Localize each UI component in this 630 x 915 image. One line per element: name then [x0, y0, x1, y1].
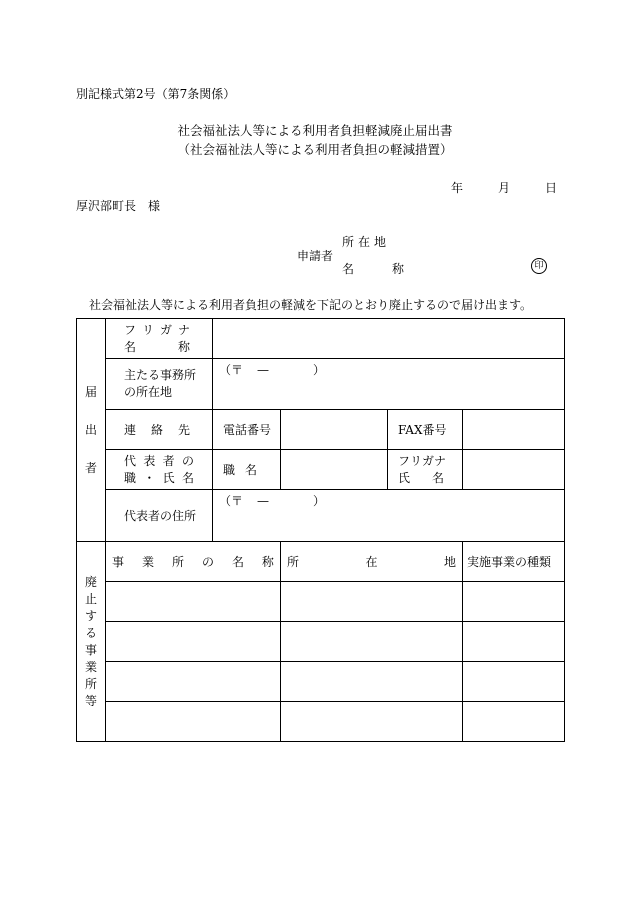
- furigana-name-label: フ リ ガ ナ 名 称: [106, 319, 213, 359]
- rep-address-label: 代表者の住所: [106, 490, 213, 542]
- office-name-cell[interactable]: [106, 582, 281, 622]
- business-type-cell[interactable]: [463, 622, 565, 662]
- phone-label: 電話番号: [213, 410, 281, 450]
- notifier-side-label: 届 出 者: [77, 319, 106, 542]
- seal-mark: 印: [531, 258, 547, 274]
- representative-label: 代 表 者 の 職 ・ 氏 名: [106, 450, 213, 490]
- fax-label: FAX番号: [388, 410, 463, 450]
- office-row: [77, 582, 565, 622]
- business-type-cell[interactable]: [463, 582, 565, 622]
- office-name-cell[interactable]: [106, 662, 281, 702]
- statement-text: 社会福祉法人等による利用者負担の軽減を下記のとおり廃止するので届け出ます。: [89, 298, 533, 312]
- rep-furigana-name-label: フ リ ガ ナ 氏 名: [388, 450, 463, 490]
- rep-address-field[interactable]: （〒 — ）: [213, 490, 565, 542]
- applicant-address-label: 所在地: [342, 235, 391, 249]
- business-type-cell[interactable]: [463, 702, 565, 742]
- applicant-label: 申請者: [297, 249, 334, 263]
- location-cell[interactable]: [281, 662, 463, 702]
- document-subtitle: （社会福祉法人等による利用者負担の軽減措置）: [177, 142, 453, 157]
- rep-name-field[interactable]: [463, 450, 565, 490]
- office-name-header: 事 業 所 の 名 称: [106, 542, 281, 582]
- form-reference: 別記様式第2号（第7条関係）: [76, 87, 236, 101]
- job-title-label: 職 名: [213, 450, 281, 490]
- office-row: [77, 662, 565, 702]
- office-address-label: 主たる事務所 の所在地: [106, 359, 213, 410]
- office-name-cell[interactable]: [106, 622, 281, 662]
- location-cell[interactable]: [281, 702, 463, 742]
- office-row: [77, 702, 565, 742]
- phone-field[interactable]: [281, 410, 388, 450]
- business-type-cell[interactable]: [463, 662, 565, 702]
- applicant-name-label: 名 称: [342, 262, 405, 276]
- location-header: 所 在 地: [281, 542, 463, 582]
- addressee: 厚沢部町長 様: [76, 199, 161, 213]
- contact-label: 連 絡 先: [106, 410, 213, 450]
- location-cell[interactable]: [281, 582, 463, 622]
- fax-field[interactable]: [463, 410, 565, 450]
- discontinued-side-label: 廃 止 す る 事 業 所 等: [77, 542, 106, 742]
- corporation-name-field[interactable]: [213, 319, 565, 359]
- job-title-field[interactable]: [281, 450, 388, 490]
- location-cell[interactable]: [281, 622, 463, 662]
- office-name-cell[interactable]: [106, 702, 281, 742]
- date-day-label: 日: [545, 181, 558, 195]
- office-row: [77, 622, 565, 662]
- notification-form-table: [76, 318, 565, 742]
- date-year-label: 年: [451, 181, 464, 195]
- date-month-label: 月: [498, 181, 511, 195]
- business-type-header: 実施事業の種類: [463, 542, 565, 582]
- office-address-field[interactable]: （〒 — ）: [213, 359, 565, 410]
- document-title: 社会福祉法人等による利用者負担軽減廃止届出書: [177, 123, 453, 138]
